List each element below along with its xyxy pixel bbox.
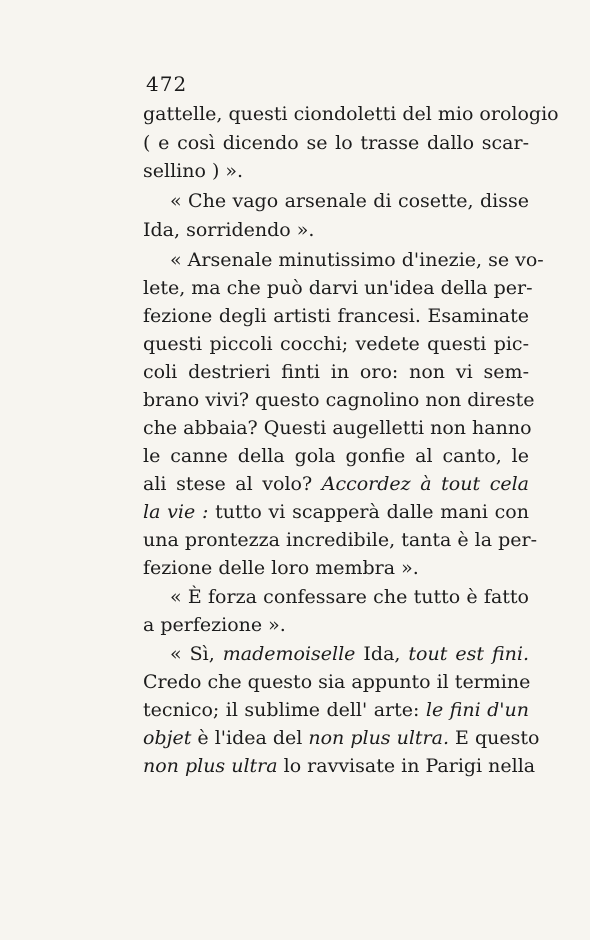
text-line: a perfezione ». (143, 614, 286, 636)
text-line: che abbaia? Questi augelletti non hanno (143, 417, 532, 439)
text-line (143, 697, 529, 723)
italic-text: non plus ultra (143, 755, 278, 777)
line-text: è l'idea del (191, 727, 309, 749)
line-text: tutto vi scapperà dalle mani con (208, 501, 529, 523)
italic-text: mademoiselle (222, 643, 356, 665)
text-line: « È forza confessare che tutto è fatto (170, 586, 529, 608)
text-line: coli destrieri finti in oro: non vi sem- (143, 361, 529, 383)
line-text: E questo (449, 727, 540, 749)
text-line (143, 753, 536, 779)
text-line: sellino ) ». (143, 160, 244, 182)
line-text: tecnico; il sublime dell' arte: (143, 699, 426, 721)
text-line: ( e così dicendo se lo trasse dallo scar- (143, 132, 529, 154)
italic-text: la vie : (143, 501, 209, 523)
text-line: una prontezza incredibile, tanta è la per- (143, 529, 538, 551)
text-line: fezione delle loro membra ». (143, 557, 419, 579)
text-line: le canne della gola gonfie al canto, le (143, 445, 529, 467)
text-line: Credo che questo sia appunto il termine (143, 671, 531, 693)
italic-text: Accordez à tout cela (321, 473, 529, 495)
text-line (143, 499, 529, 525)
text-line: « Che vago arsenale di cosette, disse (170, 190, 529, 212)
text-line: gattelle, questi ciondoletti del mio orologio (143, 103, 559, 125)
italic-text: tout est fini. (408, 643, 529, 665)
text-line: lete, ma che può darvi un'idea della per- (143, 277, 533, 299)
text-line: Ida, sorridendo ». (143, 219, 315, 241)
italic-text: objet (143, 727, 192, 749)
text-line (170, 641, 529, 667)
text-line: fezione degli artisti francesi. Esaminate (143, 305, 529, 327)
text-line: brano vivi? questo cagnolino non direste (143, 389, 535, 411)
line-text: Ida, (355, 643, 409, 665)
italic-text: non plus ultra. (308, 727, 449, 749)
text-line: questi piccoli cocchi; vedete questi pic- (143, 333, 529, 355)
line-text: « Sì, (170, 643, 223, 665)
text-line: « Arsenale minutissimo d'inezie, se vo- (170, 249, 544, 271)
page-number: 472 (146, 72, 188, 96)
text-line (143, 471, 529, 497)
line-text: ali stese al volo? (143, 473, 322, 495)
line-text: lo ravvisate in Parigi nella (277, 755, 536, 777)
italic-text: le fini d'un (425, 699, 529, 721)
text-line (143, 725, 540, 751)
